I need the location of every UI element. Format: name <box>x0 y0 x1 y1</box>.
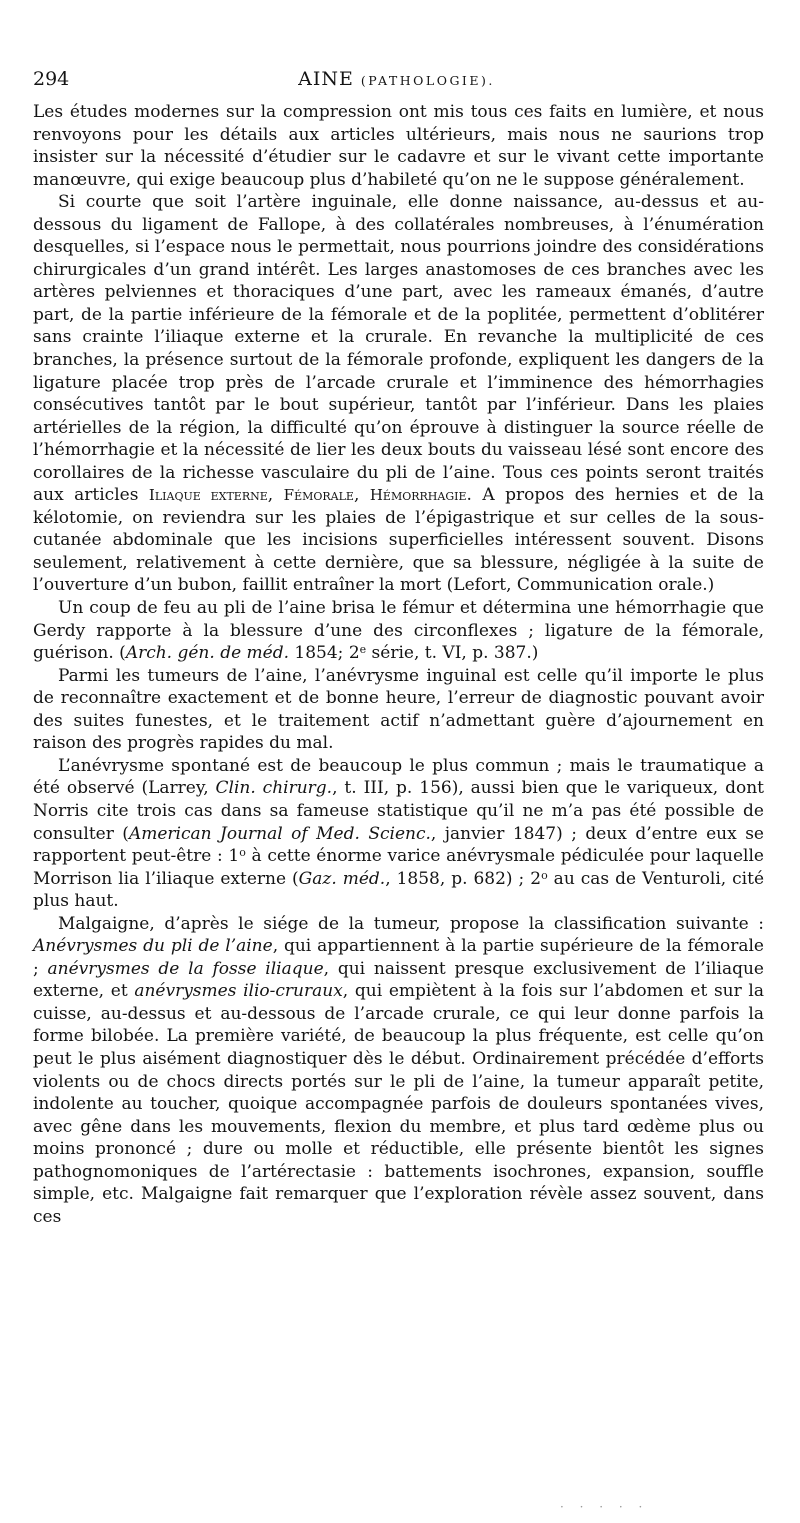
superscript: o <box>239 846 246 860</box>
paragraph-3-text-a: Un coup de feu au pli de l’aine brisa le fémur et détermina une hémorrhagie que Gerdy rapporte à la blessure d’une des circonflexes ; ligature de la fémorale, guérison. ( <box>33 598 764 664</box>
paragraph-2 <box>33 191 764 597</box>
paragraph-5-text-f: au cas de Venturoli, cité plus haut. <box>33 868 765 912</box>
running-title <box>33 68 760 90</box>
footer-dots: · · · · · <box>560 1500 649 1514</box>
cross-ref-iliaque-externe: Iliaque externe <box>148 486 268 505</box>
superscript: o <box>541 868 548 882</box>
paragraph-3-text-c: série, t. VI, p. 387.) <box>366 643 539 664</box>
running-title-main: AINE <box>298 68 354 90</box>
paragraph-3-text-b: 1854; 2 <box>289 643 360 664</box>
citation-clin-chirurg: Clin. chirurg. <box>215 778 333 799</box>
paragraph-2-sep-2: , <box>353 485 370 506</box>
paragraph-1: Les études modernes sur la compression ont mis tous ces faits en lumière, et nous renvoyons pour les détails aux articles ultérieurs, mais nous ne saurions trop insister sur la nécessité d’étudier sur le cadavre et sur le vivant cette importante manœuvre, qui exige beaucoup plus d’habileté qu’on ne le suppose généralement. <box>33 102 764 190</box>
paragraph-5-text-e: , 1858, p. 682) ; 2 <box>385 868 542 889</box>
page-header <box>33 68 760 94</box>
term-anevrysmes-fosse-iliaque: anévrysmes de la fosse iliaque <box>47 958 324 979</box>
paragraph-5-text-d: à cette énorme varice anévrysmale pédiculée pour laquelle Morrison lia l’iliaque externe ( <box>33 846 764 889</box>
paragraph-6-text-b: , qui appartiennent à la partie supérieure de la fémorale ; <box>33 936 764 979</box>
term-anevrysmes-ilio-cruraux: anévrysmes ilio-cruraux <box>134 981 343 1002</box>
cross-ref-femorale: Fémorale <box>283 486 354 505</box>
paragraph-6-text-c: , qui naissent presque exclusivement de l’iliaque externe, et <box>33 958 764 1002</box>
paragraph-5 <box>33 755 764 913</box>
body-text <box>33 101 764 1228</box>
citation-american-journal: American Journal of Med. Scienc. <box>128 823 431 844</box>
paragraph-6-text-d: , qui empiètent à la fois sur l’abdomen et sur la cuisse, au-dessus et au-dessous de l’arcade crurale, ce qui leur donne parfois la forme bilobée. La première variété, de beaucoup la plus fréquente, est celle qu’on peut le plus aisément diagnostiquer dès le début. Ordinairement précédée d’efforts violents ou de chocs directs portés sur le pli de l’aine, la tumeur apparaît petite, indolente au toucher, quoique accompagnée parfois de douleurs spontanées vives, avec gêne dans les mouvements, flexion du membre, et plus tard œdème plus ou moins prononcé ; dure ou molle et réductible, elle présente bientôt les signes pathognomoniques de l’artérectasie : battements isochrones, expansion, souffle simple, etc. Malgaigne fait remarquer que l’exploration révèle assez souvent, dans ces <box>33 981 764 1227</box>
paragraph-5-text-b: , t. III, p. 156), aussi bien que le variqueux, dont Norris cite trois cas dans sa fameuse statistique qu’il ne m’a pas été possible de consulter ( <box>33 778 764 844</box>
page-number: 294 <box>33 68 70 90</box>
paragraph-6 <box>33 913 764 1229</box>
paragraph-3 <box>33 597 764 665</box>
citation-gaz-med: Gaz. méd. <box>298 868 386 889</box>
citation-arch-gen-med: Arch. gén. de méd. <box>125 643 290 664</box>
paragraph-2-text-b: . A propos des hernies et de la kélotomie, on reviendra sur les plaies de l’épigastrique et sur celles de la sous-cutanée abdominale que les incisions superficielles intéressent souvent. Disons seulement, relativement à cette dernière, que sa blessure, négligée à la suite de l’ouverture d’un bubon, faillit entraîner la mort (Lefort, Communication orale.) <box>33 485 765 596</box>
paragraph-5-text-a: L’anévrysme spontané est de beaucoup le plus commun ; mais le traumatique a été observé (Larrey, <box>33 755 764 799</box>
paragraph-5-text-c: , janvier 1847) ; deux d’entre eux se rapportent peut-être : 1 <box>33 823 764 867</box>
cross-ref-hemorrhagie: Hémorrhagie <box>369 486 467 505</box>
term-anevrysmes-pli-aine: Anévrysmes du pli de l’aine <box>33 936 273 957</box>
running-title-sub: (PATHOLOGIE). <box>360 73 495 88</box>
paragraph-4: Parmi les tumeurs de l’aine, l’anévrysme inguinal est celle qu’il importe le plus de reconnaître exactement et de bonne heure, l’erreur de diagnostic pouvant avoir des suites funestes, et le traitement actif n’admettant guère d’ajournement en raison des progrès rapides du mal. <box>33 665 764 754</box>
superscript: e <box>359 643 367 657</box>
paragraph-6-text-a: Malgaigne, d’après le siége de la tumeur, propose la classification suivante : <box>58 913 764 934</box>
paragraph-2-sep-1: , <box>267 485 284 506</box>
paragraph-2-text-a: Si courte que soit l’artère inguinale, elle donne naissance, au-dessus et au-dessous du ligament de Fallope, à des collatérales nombreuses, à l’énumération desquelles, si l’espace nous le permettait, nous pourrions joindre des considérations chirurgicales d’un grand intérêt. Les larges anastomoses de ces branches avec les artères pelviennes et thoraciques d’une part, avec les rameaux émanés, d’autre part, de la partie inférieure de la fémorale et de la poplitée, permettent d’oblitérer sans crainte l’iliaque externe et la crurale. En revanche la multiplicité de ces branches, la présence surtout de la fémorale profonde, expliquent les dangers de la ligature placée trop près de l’arcade crurale et l’imminence des hémorrhagies consécutives tantôt par le bout supérieur, tantôt par l’inférieur. Dans les plaies artérielles de la région, la difficulté qu’on éprouve à distinguer la source réelle de l’hémorrhagie et la nécessité de lier les deux bouts du vaisseau lésé sont encore des corollaires de la richesse vasculaire du pli de l’aine. Tous ces points seront traités aux articles <box>33 192 764 506</box>
